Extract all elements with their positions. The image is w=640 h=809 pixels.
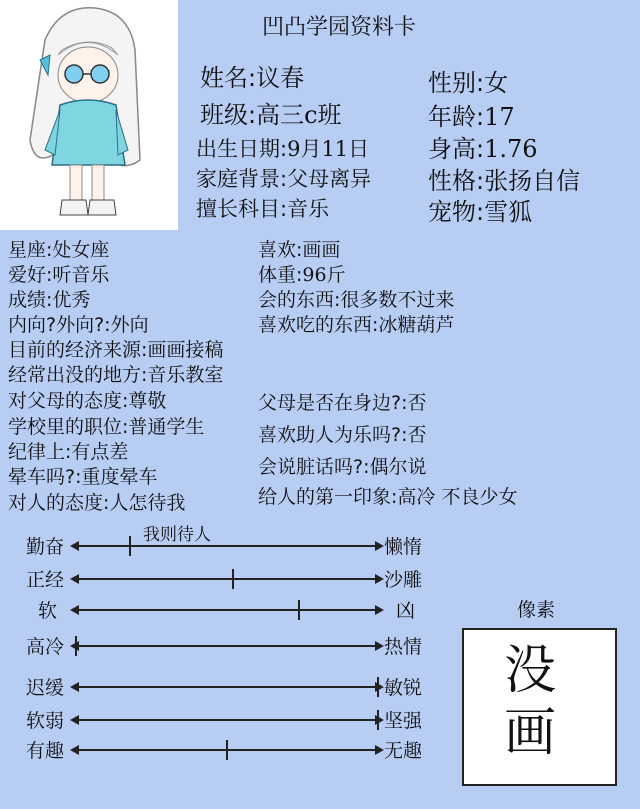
detail-constellation — [8, 235, 109, 262]
detail-skills — [258, 285, 454, 312]
gender-label: 性别: — [428, 69, 485, 97]
detail-label: 会的东西: — [258, 289, 341, 311]
detail-first-impression — [258, 482, 517, 509]
height-value: 1.76 — [484, 135, 538, 163]
slider-marker — [298, 600, 300, 620]
detail-label: 学校里的职位: — [8, 416, 129, 438]
detail-label: 成绩: — [8, 289, 53, 311]
birthday-label: 出生日期: — [196, 137, 288, 161]
arrow-left-icon — [70, 745, 79, 755]
arrow-left-icon — [70, 541, 79, 551]
detail-value: 优秀 — [52, 289, 91, 311]
arrow-right-icon — [375, 574, 384, 584]
detail-label: 目前的经济来源: — [8, 339, 148, 361]
class-value: 高三c班 — [256, 101, 342, 129]
personality-value: 张扬自信 — [484, 167, 581, 195]
name-value: 议春 — [256, 64, 305, 92]
slider-right-label: 凶 — [396, 600, 416, 622]
detail-value: 普通学生 — [128, 416, 205, 438]
personality-label: 性格: — [428, 167, 485, 195]
slider-left-label: 勤奋 — [26, 536, 65, 558]
height-row — [428, 129, 538, 164]
slider-marker — [226, 740, 228, 760]
detail-label: 体重: — [258, 264, 303, 286]
detail-favorite-food — [258, 310, 454, 337]
class-label: 班级: — [200, 101, 257, 129]
detail-parents-attitude — [8, 386, 166, 413]
arrow-right-icon — [375, 541, 384, 551]
slider-left-label: 迟缓 — [26, 677, 65, 699]
detail-hobby — [8, 260, 109, 287]
detail-value: 画画接稿 — [147, 339, 224, 361]
arrow-left-icon — [70, 605, 79, 615]
detail-value: 画画 — [302, 239, 341, 261]
detail-label: 晕车吗?: — [8, 466, 82, 488]
slider-track — [76, 578, 378, 580]
detail-value: 音乐教室 — [147, 364, 224, 386]
arrow-left-icon — [70, 682, 79, 692]
slider-marker — [232, 569, 234, 589]
personality-row — [428, 161, 580, 196]
family-label: 家庭背景: — [196, 167, 288, 191]
arrow-right-icon — [375, 641, 384, 651]
detail-discipline — [8, 437, 128, 464]
detail-attitude-to-people — [8, 488, 185, 515]
slider-track — [76, 645, 378, 647]
detail-label: 父母是否在身边?: — [258, 392, 408, 414]
gender-row — [428, 63, 508, 98]
slider-right-label: 沙雕 — [384, 569, 423, 591]
detail-value: 高冷 不良少女 — [397, 486, 518, 508]
pet-row — [428, 192, 532, 227]
detail-value: 否 — [407, 392, 427, 414]
detail-value: 尊敬 — [128, 390, 167, 412]
detail-parents-nearby — [258, 388, 427, 415]
birthday-value: 9月11日 — [287, 137, 370, 161]
family-row — [196, 163, 371, 193]
detail-label: 会说脏话吗?: — [258, 456, 370, 478]
subject-row — [196, 193, 329, 223]
slider-marker — [75, 636, 77, 656]
slider-left-label: 软弱 — [26, 710, 65, 732]
pet-value: 雪狐 — [484, 198, 533, 226]
detail-value: 96斤 — [302, 264, 346, 286]
detail-income — [8, 335, 223, 362]
detail-value: 人怎待我 — [109, 492, 186, 514]
arrow-right-icon — [375, 605, 384, 615]
detail-label: 喜欢吃的东西: — [258, 314, 379, 336]
age-value: 17 — [484, 103, 515, 131]
slider-marker — [377, 677, 379, 697]
pixel-label: 像素 — [517, 599, 556, 621]
detail-label: 纪律上: — [8, 441, 72, 463]
pixel-box — [462, 628, 617, 786]
slider-right-label: 坚强 — [384, 710, 423, 732]
detail-haunt — [8, 360, 223, 387]
detail-value: 有点差 — [71, 441, 129, 463]
detail-value: 否 — [407, 424, 427, 446]
character-portrait — [0, 0, 178, 230]
slider-left-label: 高冷 — [26, 636, 65, 658]
detail-label: 喜欢助人为乐吗?: — [258, 424, 408, 446]
slider-right-label: 懒惰 — [384, 536, 423, 558]
detail-carsick — [8, 462, 158, 489]
slider-right-label: 热情 — [384, 636, 423, 658]
slider-marker — [377, 710, 379, 730]
detail-introvert — [8, 310, 149, 337]
birthday-row — [196, 133, 369, 163]
height-label: 身高: — [428, 135, 485, 163]
class-row — [200, 95, 342, 130]
arrow-left-icon — [70, 574, 79, 584]
slider-left-label: 有趣 — [26, 740, 65, 762]
slider-right-label: 无趣 — [384, 740, 423, 762]
age-label: 年龄: — [428, 103, 485, 131]
detail-label: 给人的第一印象: — [258, 486, 398, 508]
detail-label: 对人的态度: — [8, 492, 110, 514]
detail-label: 喜欢: — [258, 239, 303, 261]
pet-label: 宠物: — [428, 198, 485, 226]
name-label: 姓名: — [200, 64, 257, 92]
detail-likes — [258, 235, 340, 262]
detail-weight — [258, 260, 346, 287]
arrow-right-icon — [375, 745, 384, 755]
slider-left-label: 软 — [38, 600, 58, 622]
detail-value: 偶尔说 — [369, 456, 427, 478]
subject-label: 擅长科目: — [196, 197, 288, 221]
slider-track — [76, 609, 378, 611]
detail-label: 对父母的态度: — [8, 390, 129, 412]
slider-left-label: 正经 — [26, 569, 65, 591]
age-row — [428, 97, 515, 132]
detail-helpful — [258, 420, 427, 447]
page-title: 凹凸学园资料卡 — [262, 15, 417, 40]
detail-value: 听音乐 — [52, 264, 110, 286]
detail-value: 处女座 — [52, 239, 110, 261]
detail-label: 星座: — [8, 239, 53, 261]
detail-swearing — [258, 452, 427, 479]
detail-value: 外向 — [110, 314, 149, 336]
pixel-value: 没画 — [504, 641, 557, 763]
detail-school-position — [8, 412, 204, 439]
detail-value: 重度晕车 — [81, 466, 158, 488]
detail-label: 经常出没的地方: — [8, 364, 148, 386]
attitude-note: 我则待人 — [143, 525, 211, 545]
arrow-left-icon — [70, 715, 79, 725]
subject-value: 音乐 — [287, 197, 330, 221]
name-row — [200, 58, 304, 93]
detail-label: 爱好: — [8, 264, 53, 286]
slider-track — [76, 719, 378, 721]
detail-label: 内向?外向?: — [8, 314, 111, 336]
family-value: 父母离异 — [287, 167, 372, 191]
detail-grades — [8, 285, 90, 312]
slider-track — [76, 545, 378, 547]
detail-value: 很多数不过来 — [340, 289, 455, 311]
detail-value: 冰糖葫芦 — [378, 314, 455, 336]
character-drawing — [0, 0, 178, 230]
gender-value: 女 — [484, 69, 509, 97]
slider-track — [76, 686, 378, 688]
slider-right-label: 敏锐 — [384, 677, 423, 699]
slider-marker — [129, 536, 131, 556]
